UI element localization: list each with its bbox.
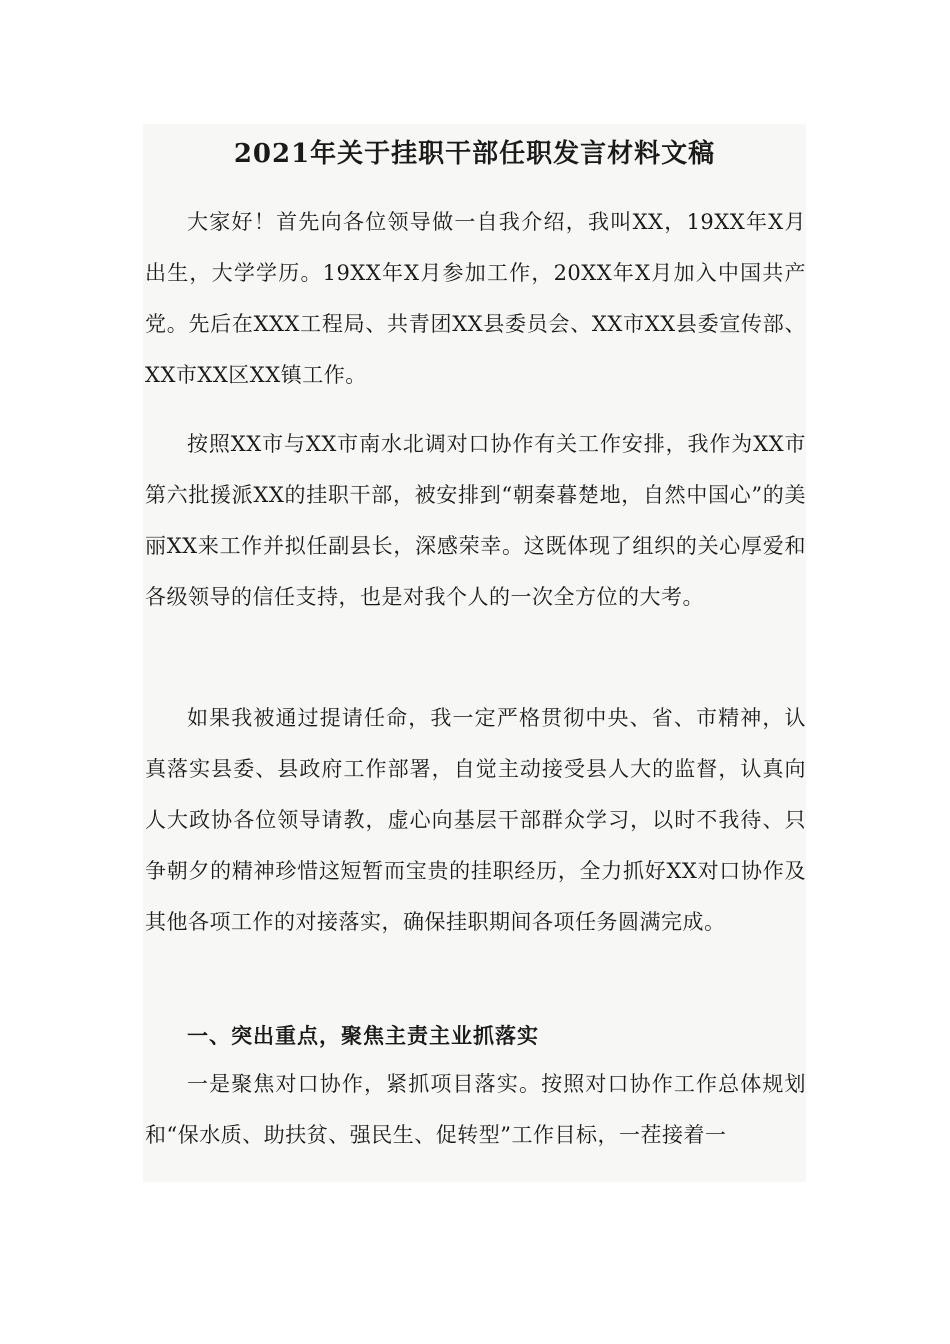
paragraph-assignment: 按照XX市与XX市南水北调对口协作有关工作安排，我作为XX市第六批援派XX的挂职干部，被安排到“朝秦暮楚地，自然中国心”的美丽XX来工作并拟任副县长，深感荣幸。这既体现了组织的关心厚爱和各级领导的信任支持，也是对我个人的一次全方位的大考。 (145, 432, 806, 609)
paragraph-section-one: 一是聚焦对口协作，紧抓项目落实。按照对口协作工作总体规划和“保水质、助扶贫、强民生、促转型”工作目标，一茬接着一 (145, 1072, 806, 1147)
document-title: 2021年关于挂职干部任职发言材料文稿 (233, 139, 716, 169)
document-page (143, 124, 806, 1182)
paragraph-introduction: 大家好！首先向各位领导做一自我介绍，我叫XX，19XX年X月出生，大学学历。19XX年X月参加工作，20XX年X月加入中国共产党。先后在XXX工程局、共青团XX县委员会、XX市XX县委宣传部、XX市XX区XX镇工作。 (145, 210, 806, 387)
paragraph-commitment: 如果我被通过提请任命，我一定严格贯彻中央、省、市精神，认真落实县委、县政府工作部署，自觉主动接受县人大的监督，认真向人大政协各位领导请教，虚心向基层干部群众学习，以时不我待、只争朝夕的精神珍惜这短暂而宝贵的挂职经历，全力抓好XX对口协作及其他各项工作的对接落实，确保挂职期间各项任务圆满完成。 (145, 706, 806, 934)
section-heading: 一、突出重点，聚焦主责主业抓落实 (187, 1023, 539, 1048)
